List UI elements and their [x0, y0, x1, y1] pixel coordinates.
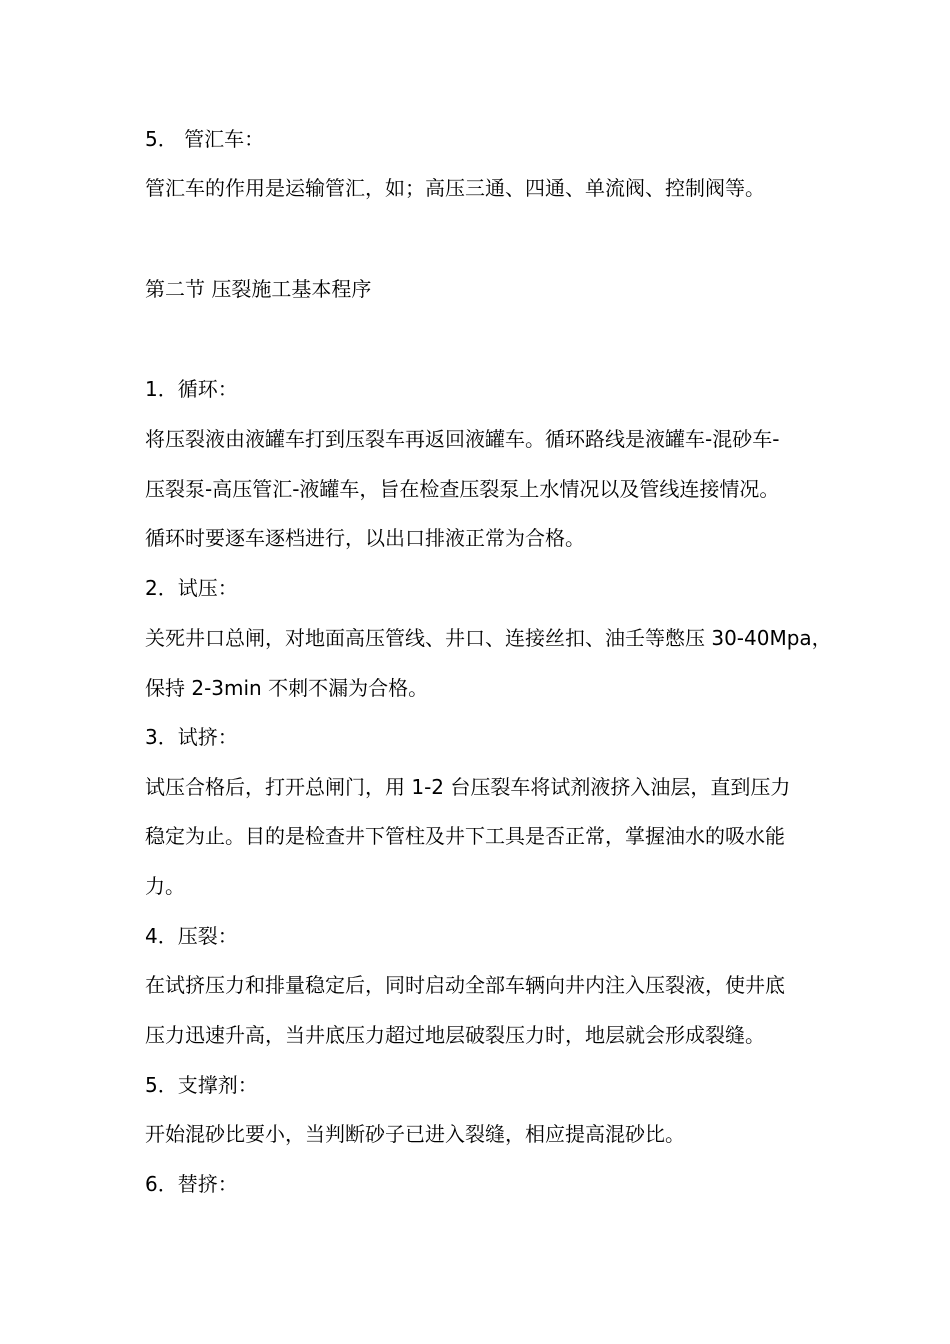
step-1-heading: 1．循环： — [145, 377, 238, 401]
step-4-body-line: 压力迅速升高，当井底压力超过地层破裂压力时，地层就会形成裂缝。 — [145, 1023, 765, 1047]
step-2-body-line: 保持 2-3min 不刺不漏为合格。 — [145, 676, 429, 700]
step-4-body-line: 在试挤压力和排量稳定后，同时启动全部车辆向井内注入压裂液，使井底 — [145, 973, 785, 997]
step-3-heading: 3．试挤： — [145, 725, 238, 749]
chapter-title: 第二节 压裂施工基本程序 — [145, 277, 372, 301]
step-1-body-line: 将压裂液由液罐车打到压裂车再返回液罐车。循环路线是液罐车-混砂车- — [145, 427, 780, 451]
step-1-body-line: 压裂泵-高压管汇-液罐车，旨在检查压裂泵上水情况以及管线连接情况。 — [145, 477, 780, 501]
step-5-heading: 5．支撑剂： — [145, 1073, 258, 1097]
step-3-body-line: 稳定为止。目的是检查井下管柱及井下工具是否正常，掌握油水的吸水能 — [145, 824, 785, 848]
step-1-body-line: 循环时要逐车逐档进行，以出口排液正常为合格。 — [145, 526, 585, 550]
step-2-body-line: 关死井口总闸，对地面高压管线、井口、连接丝扣、油壬等憋压 30-40Mpa， — [145, 626, 832, 650]
step-6-heading: 6．替挤： — [145, 1172, 238, 1196]
step-4-heading: 4．压裂： — [145, 924, 238, 948]
step-3-body-line: 力。 — [145, 874, 185, 898]
step-2-heading: 2．试压： — [145, 576, 238, 600]
section-5-heading: 5． 管汇车： — [145, 127, 265, 151]
step-3-body-line: 试压合格后，打开总闸门，用 1-2 台压裂车将试剂液挤入油层，直到压力 — [145, 775, 791, 799]
step-5-body-line: 开始混砂比要小，当判断砂子已进入裂缝，相应提高混砂比。 — [145, 1122, 685, 1146]
section-5-body: 管汇车的作用是运输管汇，如；高压三通、四通、单流阀、控制阀等。 — [145, 176, 765, 200]
